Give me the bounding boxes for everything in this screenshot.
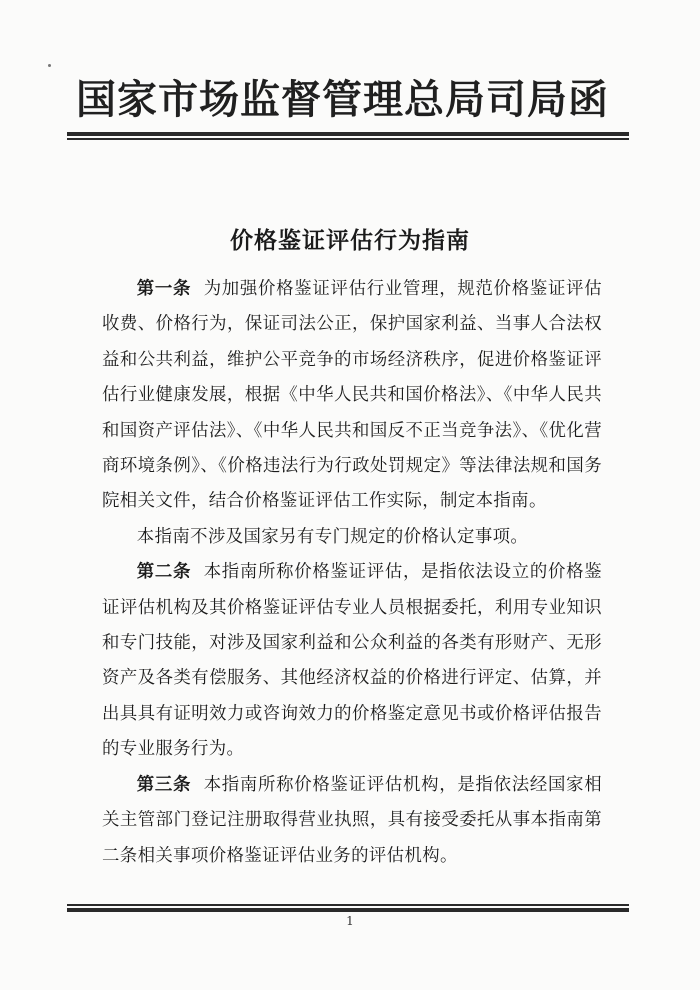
article-2-text: 本指南所称价格鉴证评估，是指依法设立的价格鉴证评估机构及其价格鉴证评估专业人员根据委托，利用专业知识和专门技能，对涉及国家利益和公众利益的各类有形财产、无形资产及各类有偿服务、其他经济权益的价格进行评定、估算，并出具具有证明效力或咨询效力的价格鉴定意见书或价格评估报告的专业服务行为。 — [102, 562, 602, 760]
scan-speck — [48, 64, 51, 67]
article-3-text: 本指南所称价格鉴证评估机构，是指依法经国家相关主管部门登记注册取得营业执照，具有接受委托从事本指南第二条相关事项价格鉴证评估业务的评估机构。 — [102, 774, 602, 866]
letterhead-rule-thick — [67, 132, 629, 136]
paragraph-article-3 — [102, 768, 602, 874]
letterhead-title: 国家市场监督管理总局司局函 — [76, 76, 609, 123]
paragraph-article-2 — [102, 555, 602, 767]
article-1-heading: 第一条 — [136, 279, 192, 299]
footer-rule-thin — [67, 904, 629, 906]
document-title: 价格鉴证评估行为指南 — [230, 228, 470, 254]
note-text: 本指南不涉及国家另有专门规定的价格认定事项。 — [136, 526, 529, 547]
article-3-heading: 第三条 — [136, 774, 192, 795]
footer-rule — [67, 904, 629, 912]
paragraph-note — [102, 520, 602, 555]
document-body — [102, 272, 602, 874]
letterhead-rule — [67, 132, 629, 140]
footer-rule-thick — [67, 908, 629, 912]
page-number: 1 — [346, 914, 354, 928]
article-2-heading: 第二条 — [136, 562, 192, 583]
letterhead-rule-thin — [67, 138, 629, 140]
paragraph-article-1 — [102, 272, 602, 520]
article-1-text: 为加强价格鉴证评估行业管理，规范价格鉴证评估收费、价格行为，保证司法公正，保护国家利益、当事人合法权益和公共利益，维护公平竞争的市场经济秩序，促进价格鉴证评估行业健康发展，根据《中华人民共和国价格法》、《中华人民共和国资产评估法》、《中华人民共和国反不正当竞争法》、《优化营商环境条例》、《价格违法行为行政处罚规定》等法律法规和国务院相关文件，结合价格鉴证评估工作实际，制定本指南。 — [102, 279, 602, 512]
